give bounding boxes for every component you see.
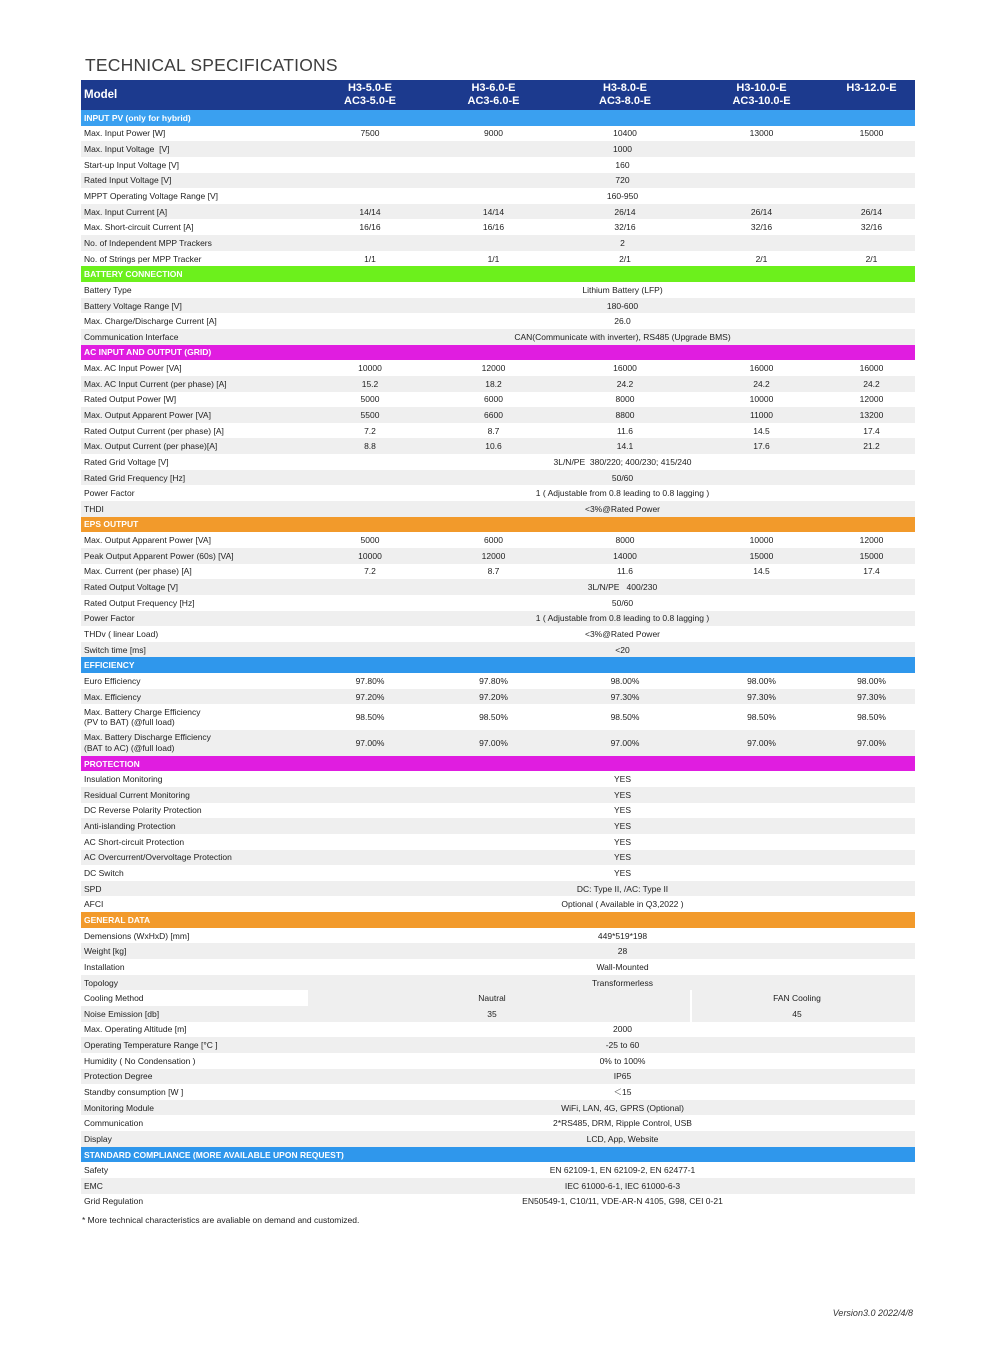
row-value: ＜15: [613, 1086, 632, 1097]
row-label: Switch time [ms]: [84, 644, 146, 655]
spec-row: [81, 730, 915, 756]
row-value: 8000: [615, 535, 635, 546]
row-label: Noise Emission [db]: [84, 1008, 160, 1019]
row-label: Grid Regulation: [84, 1196, 144, 1207]
row-value: Nautral: [308, 990, 690, 1006]
row-label: No. of Independent MPP Trackers: [84, 237, 212, 248]
row-value: 98.50%: [355, 712, 385, 723]
row-value: 50/60: [611, 472, 634, 483]
row-label: Max. AC Input Power [VA]: [84, 363, 182, 374]
row-value: 21.2: [863, 441, 880, 452]
spec-row: [81, 1037, 915, 1053]
spec-row: [81, 423, 915, 439]
row-label: SPD: [84, 883, 102, 894]
spec-row: [81, 407, 915, 423]
footnote: * More technical characteristics are avaliable on demand and customized.: [82, 1215, 360, 1225]
row-value: 50/60: [611, 597, 634, 608]
model-name-line: AC3-6.0-E: [467, 94, 520, 107]
row-value: YES: [613, 789, 631, 800]
row-label: Insulation Monitoring: [84, 774, 163, 785]
spec-row: [81, 282, 915, 298]
row-value: 17.4: [863, 425, 880, 436]
row-value: 97.30%: [610, 691, 640, 702]
row-value: 98.00%: [747, 675, 776, 686]
row-label: Demensions (WxHxD) [mm]: [84, 930, 190, 941]
row-value: 5500: [360, 409, 380, 420]
section-title: INPUT PV (only for hybrid): [84, 112, 191, 123]
row-value: 18.2: [485, 378, 502, 389]
row-label: Topology: [84, 977, 119, 988]
row-label: Communication: [84, 1118, 144, 1129]
section-title: PROTECTION: [84, 758, 140, 769]
row-value: 45: [690, 1006, 915, 1022]
row-value: 14000: [613, 550, 637, 561]
spec-row: [81, 1006, 915, 1022]
row-value: 12000: [859, 535, 884, 546]
spec-row: [81, 1100, 915, 1116]
row-value: 16/16: [359, 222, 381, 233]
spec-row: [81, 626, 915, 642]
row-value: 6000: [484, 535, 503, 546]
row-value: 14/14: [482, 206, 505, 217]
section-header: [81, 756, 915, 772]
row-label: THDv ( linear Load): [84, 628, 159, 639]
row-value: 160-950: [606, 191, 639, 202]
row-value: 24.2: [753, 378, 770, 389]
spec-row: [81, 1069, 915, 1085]
spec-row: [81, 990, 915, 1006]
row-label: Rated Output Current (per phase) [A]: [84, 425, 224, 436]
spec-row: [81, 251, 915, 267]
spec-row: [81, 219, 915, 235]
row-value: 10000: [749, 394, 774, 405]
row-value: EN 62109-1, EN 62109-2, EN 62477-1: [549, 1165, 696, 1176]
row-value: YES: [613, 774, 631, 785]
spec-row: [81, 771, 915, 787]
row-label: Max. Input Current [A]: [84, 206, 168, 217]
row-value: 8800: [615, 409, 635, 420]
row-value: 98.00%: [857, 675, 886, 686]
spec-row: [81, 642, 915, 658]
row-label: Display: [84, 1133, 112, 1144]
row-label: EMC: [84, 1180, 103, 1191]
section-title: STANDARD COMPLIANCE (MORE AVAILABLE UPON REQUEST): [84, 1149, 344, 1160]
row-value: YES: [613, 868, 631, 879]
row-label: Battery Type: [84, 284, 132, 295]
row-value: 97.00%: [479, 737, 508, 748]
spec-row: [81, 438, 915, 454]
row-value: 14.5: [753, 566, 770, 577]
spec-row: [81, 1115, 915, 1131]
section-header: [81, 517, 915, 533]
row-label: AC Short-circuit Protection: [84, 836, 185, 847]
row-label: Rated Input Voltage [V]: [84, 175, 172, 186]
model-name-line: H3-5.0-E: [347, 81, 393, 94]
row-value: 0% to 100%: [599, 1055, 646, 1066]
row-value: 28: [617, 946, 628, 957]
spec-row: [81, 392, 915, 408]
row-value: 16000: [749, 363, 774, 374]
row-value: Wall-Mounted: [596, 961, 649, 972]
spec-row: [81, 787, 915, 803]
row-value: 2/1: [755, 253, 768, 264]
row-label: Rated Grid Voltage [V]: [84, 456, 169, 467]
spec-row: [81, 485, 915, 501]
row-value: 97.30%: [747, 691, 776, 702]
spec-row: [81, 1053, 915, 1069]
spec-row: [81, 959, 915, 975]
spec-row: [81, 803, 915, 819]
row-label: Monitoring Module: [84, 1102, 154, 1113]
spec-row: [81, 928, 915, 944]
row-value: LCD, App, Website: [586, 1133, 659, 1144]
row-value: 11.6: [617, 425, 633, 436]
row-value: 10.6: [485, 441, 502, 452]
row-value: 15.2: [361, 378, 379, 389]
row-value: -25 to 60: [605, 1040, 640, 1051]
section-title: EFFICIENCY: [84, 660, 135, 671]
row-label: Max. Output Current (per phase)[A]: [84, 441, 218, 452]
section-title: GENERAL DATA: [84, 914, 151, 925]
row-value: 15000: [859, 550, 884, 561]
row-value: YES: [613, 805, 631, 816]
row-value: 14/14: [359, 206, 381, 217]
row-value: 10000: [749, 535, 774, 546]
row-value: IEC 61000-6-1, IEC 61000-6-3: [564, 1180, 681, 1191]
table-header: [81, 80, 915, 110]
row-value: YES: [613, 836, 631, 847]
row-value: 7.2: [364, 566, 376, 577]
row-value: 10400: [613, 128, 637, 139]
row-value: Transformerless: [591, 977, 654, 988]
section-title: AC INPUT AND OUTPUT (GRID): [84, 347, 212, 358]
row-value: 26/14: [860, 206, 883, 217]
spec-row: [81, 689, 915, 705]
row-value: 7.2: [364, 425, 376, 436]
spec-row: [81, 1178, 915, 1194]
row-value: 97.80%: [355, 675, 385, 686]
model-name-line: H3-6.0-E: [471, 81, 516, 94]
spec-row: [81, 501, 915, 517]
row-value: 449*519*198: [597, 930, 648, 941]
row-label: Euro Efficiency: [84, 675, 141, 686]
spec-row: [81, 1022, 915, 1038]
row-label: Max. Efficiency: [84, 691, 142, 702]
spec-row: [81, 298, 915, 314]
row-label: AFCI: [84, 899, 104, 910]
spec-row: [81, 532, 915, 548]
header-model-col: [555, 80, 695, 110]
spec-row: [81, 818, 915, 834]
row-value: IP65: [613, 1071, 632, 1082]
model-name-line: H3-8.0-E: [602, 81, 648, 94]
row-value: 8000: [615, 394, 635, 405]
row-value: 1 ( Adjustable from 0.8 leading to 0.8 lagging ): [535, 613, 710, 624]
spec-row: [81, 376, 915, 392]
spec-row: [81, 157, 915, 173]
spec-row: [81, 1084, 915, 1100]
spec-row: [81, 173, 915, 189]
row-label: Max. Current (per phase) [A]: [84, 566, 192, 577]
row-label: MPPT Operating Voltage Range [V]: [84, 191, 219, 202]
row-value: Optional ( Available in Q3,2022 ): [561, 899, 684, 910]
spec-row: [81, 313, 915, 329]
row-value: EN50549-1, C10/11, VDE-AR-N 4105, G98, CEI 0-21: [522, 1196, 723, 1207]
row-value: 15000: [749, 550, 774, 561]
row-value: 97.00%: [610, 737, 640, 748]
header-model-col: [828, 80, 915, 110]
section-header: [81, 657, 915, 673]
row-value: 26/14: [614, 206, 636, 217]
row-label: Rated Output Frequency [Hz]: [84, 597, 195, 608]
section-header: [81, 1147, 915, 1163]
row-value: YES: [613, 821, 631, 832]
row-label: Max. Output Apparent Power [VA]: [84, 535, 211, 546]
row-label: Peak Output Apparent Power (60s) [VA]: [84, 550, 234, 561]
row-value: 17.6: [753, 441, 770, 452]
spec-row: [81, 141, 915, 157]
row-value: 8.8: [364, 441, 376, 452]
row-value: 13000: [749, 128, 774, 139]
row-label: Cooling Method: [84, 993, 144, 1004]
row-value: <3%@Rated Power: [584, 628, 660, 639]
row-label: Power Factor: [84, 613, 135, 624]
row-value: 35: [308, 1006, 690, 1022]
row-value: 26/14: [750, 206, 773, 217]
spec-row: [81, 611, 915, 627]
row-value: 12000: [859, 394, 884, 405]
row-label: Residual Current Monitoring: [84, 789, 190, 800]
header-model-label: Model: [84, 89, 118, 101]
row-value: 7500: [360, 128, 380, 139]
header-model-col: [695, 80, 828, 110]
section-header: [81, 912, 915, 928]
spec-row: [81, 329, 915, 345]
spec-row: [81, 126, 915, 142]
section-header: [81, 345, 915, 361]
row-value: 180-600: [606, 300, 639, 311]
row-label: Protection Degree: [84, 1071, 153, 1082]
row-label: Max. Battery Discharge Efficiency (BAT to AC) (@full load): [84, 732, 211, 753]
spec-row: [81, 834, 915, 850]
spec-row: [81, 360, 915, 376]
row-value: 10000: [358, 550, 382, 561]
row-value: 97.00%: [355, 737, 385, 748]
row-value: 5000: [360, 394, 380, 405]
row-value: 98.50%: [857, 712, 886, 723]
row-value: 24.2: [863, 378, 880, 389]
row-value: 26.0: [614, 316, 631, 327]
row-label: Rated Output Power [W]: [84, 394, 177, 405]
row-value: 9000: [484, 128, 503, 139]
row-value: 8.7: [487, 425, 500, 436]
spec-row: [81, 865, 915, 881]
row-value: 15000: [859, 128, 884, 139]
model-name-line: AC3-8.0-E: [599, 94, 651, 107]
row-label: Anti-islanding Protection: [84, 821, 176, 832]
row-value: 2000: [613, 1024, 632, 1035]
row-value: 11.6: [617, 566, 633, 577]
row-value: 160: [615, 159, 630, 170]
row-value: 1/1: [364, 253, 376, 264]
row-value: 12000: [481, 550, 506, 561]
row-value: YES: [613, 852, 631, 863]
row-value: 97.30%: [857, 691, 886, 702]
row-label: Operating Temperature Range [°C ]: [84, 1040, 218, 1051]
row-value: 6000: [484, 394, 503, 405]
row-value: 16000: [613, 363, 637, 374]
header-model-col: [432, 80, 555, 110]
row-value: 2/1: [865, 253, 878, 264]
model-name-line: H3-12.0-E: [846, 81, 897, 94]
row-value: CAN(Communicate with inverter), RS485 (Upgrade BMS): [514, 331, 731, 342]
row-value: 3L/N/PE 400/230: [587, 582, 658, 593]
row-value: 17.4: [863, 566, 880, 577]
row-value: 13200: [859, 409, 884, 420]
spec-row: [81, 975, 915, 991]
row-value: 16000: [859, 363, 884, 374]
row-value: 97.00%: [747, 737, 776, 748]
row-value: 1000: [613, 144, 632, 155]
row-value: 97.20%: [355, 691, 385, 702]
row-label: Rated Grid Frequency [Hz]: [84, 472, 186, 483]
row-value: 3L/N/PE 380/220; 400/230; 415/240: [553, 456, 692, 467]
row-label: Power Factor: [84, 488, 135, 499]
row-value: 12000: [481, 363, 506, 374]
row-label: Safety: [84, 1165, 109, 1176]
model-name-line: AC3-5.0-E: [344, 94, 396, 107]
row-value: 11000: [749, 409, 773, 420]
row-label: Max. Output Apparent Power [VA]: [84, 409, 211, 420]
row-label: No. of Strings per MPP Tracker: [84, 253, 202, 264]
row-label: Max. Input Power [W]: [84, 128, 166, 139]
spec-row: [81, 943, 915, 959]
row-label: Communication Interface: [84, 331, 179, 342]
model-name-line: H3-10.0-E: [736, 81, 787, 94]
header-model-col: [308, 80, 432, 110]
spec-row: [81, 470, 915, 486]
row-value: 97.00%: [857, 737, 886, 748]
row-value: DC: Type II, /AC: Type II: [576, 883, 669, 894]
row-label: THDI: [84, 503, 104, 514]
row-value: 5000: [360, 535, 380, 546]
row-value: 6600: [484, 409, 503, 420]
row-label: Max. AC Input Current (per phase) [A]: [84, 378, 227, 389]
row-value: 1/1: [487, 253, 500, 264]
row-label: Standby consumption [W ]: [84, 1086, 184, 1097]
row-label: Humidity ( No Condensation ): [84, 1055, 196, 1066]
row-value: 32/16: [860, 222, 883, 233]
row-value: 14.1: [616, 441, 634, 452]
spec-row: [81, 881, 915, 897]
row-value: 97.80%: [479, 675, 508, 686]
row-value: 2/1: [619, 253, 631, 264]
row-label: Weight [kg]: [84, 946, 127, 957]
row-value: 24.2: [616, 378, 634, 389]
row-value: 14.5: [753, 425, 770, 436]
row-value: <3%@Rated Power: [584, 503, 660, 514]
model-name-line: AC3-10.0-E: [732, 94, 791, 107]
page-title: TECHNICAL SPECIFICATIONS: [85, 55, 338, 75]
row-label: Start-up Input Voltage [V]: [84, 159, 179, 170]
row-value: 98.00%: [610, 675, 640, 686]
section-title: BATTERY CONNECTION: [84, 269, 183, 280]
spec-row: [81, 850, 915, 866]
spec-row: [81, 896, 915, 912]
row-value: Lithium Battery (LFP): [582, 284, 663, 295]
spec-row: [81, 1194, 915, 1210]
section-header: [81, 266, 915, 282]
row-value: 16/16: [482, 222, 505, 233]
table-body: [81, 110, 915, 1209]
spec-row: [81, 704, 915, 730]
row-label: Max. Operating Altitude [m]: [84, 1024, 187, 1035]
row-label: Max. Short-circuit Current [A]: [84, 222, 194, 233]
row-label: Max. Input Voltage [V]: [84, 144, 170, 155]
row-value: 32/16: [614, 222, 636, 233]
row-label: AC Overcurrent/Overvoltage Protection: [84, 852, 232, 863]
spec-row: [81, 235, 915, 251]
spec-table: [81, 80, 915, 1209]
version-label: Version3.0 2022/4/8: [832, 1308, 913, 1318]
row-label: DC Reverse Polarity Protection: [84, 805, 202, 816]
row-value: 98.50%: [479, 712, 508, 723]
section-title: EPS OUTPUT: [84, 519, 139, 530]
spec-row: [81, 673, 915, 689]
row-value: 2*RS485, DRM, Ripple Control, USB: [553, 1118, 692, 1129]
row-value: 10000: [358, 363, 382, 374]
row-value: 97.20%: [479, 691, 508, 702]
row-label: Rated Output Voltage [V]: [84, 582, 179, 593]
spec-row: [81, 548, 915, 564]
row-label: Max. Charge/Discharge Current [A]: [84, 316, 217, 327]
row-label: Installation: [84, 961, 125, 972]
row-value: 32/16: [750, 222, 773, 233]
spec-row: [81, 564, 915, 580]
spec-row: [81, 595, 915, 611]
row-label: Max. Battery Charge Efficiency (PV to BAT) (@full load): [84, 706, 201, 728]
row-label: Battery Voltage Range [V]: [84, 300, 182, 311]
row-label: DC Switch: [84, 868, 124, 879]
row-value: 98.50%: [610, 712, 640, 723]
row-value: WiFi, LAN, 4G, GPRS (Optional): [561, 1102, 684, 1113]
section-header: [81, 110, 915, 126]
row-value: 2: [620, 237, 625, 248]
spec-row: [81, 188, 915, 204]
row-value: 8.7: [487, 566, 500, 577]
row-value: FAN Cooling: [690, 990, 915, 1006]
row-value: 1 ( Adjustable from 0.8 leading to 0.8 lagging ): [535, 488, 710, 499]
row-value: 720: [615, 175, 630, 186]
row-value: <20: [615, 644, 630, 655]
row-value: 98.50%: [747, 712, 776, 723]
spec-row: [81, 1162, 915, 1178]
spec-row: [81, 454, 915, 470]
spec-row: [81, 1131, 915, 1147]
spec-row: [81, 579, 915, 595]
spec-row: [81, 204, 915, 220]
